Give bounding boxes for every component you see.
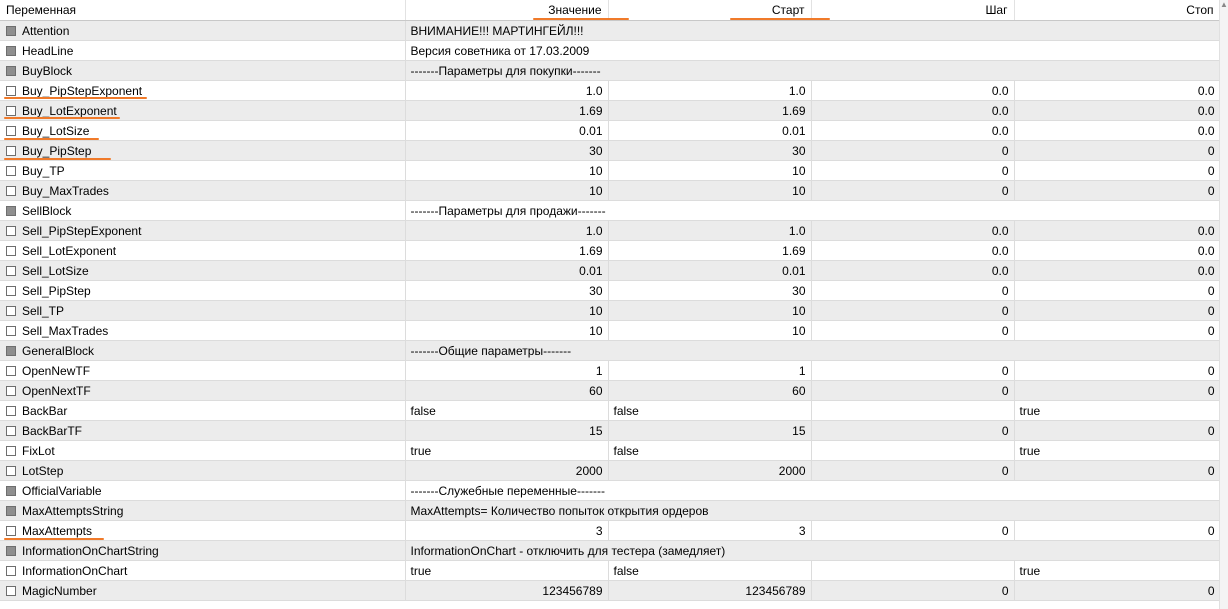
table-row[interactable] (0, 341, 1220, 361)
optimize-checkbox[interactable] (6, 246, 16, 256)
variable-cell[interactable] (0, 301, 405, 321)
step-cell[interactable]: 0 (811, 461, 1014, 481)
value-cell[interactable]: -------Параметры для продажи------- (405, 201, 1220, 221)
stop-cell[interactable]: 0 (1014, 421, 1220, 441)
variable-name: InformationOnChartString (22, 543, 159, 558)
step-cell[interactable]: 0 (811, 581, 1014, 601)
start-cell[interactable]: 10 (608, 301, 811, 321)
step-cell[interactable] (811, 441, 1014, 461)
variable-name: BackBar (22, 403, 68, 418)
variable-cell[interactable] (0, 541, 405, 561)
value-cell[interactable]: 1 (405, 361, 608, 381)
step-cell[interactable]: 0 (811, 361, 1014, 381)
step-cell[interactable]: 0 (811, 421, 1014, 441)
variable-name: MaxAttemptsString (22, 503, 124, 518)
table-row[interactable] (0, 321, 1220, 341)
step-cell[interactable]: 0 (811, 321, 1014, 341)
value-cell[interactable]: 60 (405, 381, 608, 401)
variable-name: Buy_LotExponent (22, 103, 117, 118)
variable-cell[interactable] (0, 201, 405, 221)
optimize-checkbox[interactable] (6, 86, 16, 96)
table-row[interactable] (0, 301, 1220, 321)
value-cell[interactable]: Версия советника от 17.03.2009 (405, 41, 1220, 61)
stop-cell[interactable]: true (1014, 561, 1220, 581)
table-row[interactable] (0, 441, 1220, 461)
variable-name: OpenNextTF (22, 383, 91, 398)
optimize-checkbox[interactable] (6, 566, 16, 576)
table-row[interactable] (0, 461, 1220, 481)
stop-cell[interactable]: 0 (1014, 461, 1220, 481)
variable-name: Sell_TP (22, 303, 65, 318)
start-cell[interactable]: 30 (608, 281, 811, 301)
optimize-checkbox[interactable] (6, 226, 16, 236)
start-cell[interactable]: 1 (608, 361, 811, 381)
step-cell[interactable]: 0.0 (811, 101, 1014, 121)
value-cell[interactable]: 15 (405, 421, 608, 441)
start-cell[interactable]: 1.69 (608, 241, 811, 261)
step-cell[interactable]: 0.0 (811, 241, 1014, 261)
optimize-checkbox (6, 486, 16, 496)
start-cell[interactable]: 2000 (608, 461, 811, 481)
start-cell[interactable]: 60 (608, 381, 811, 401)
optimize-checkbox[interactable] (6, 146, 16, 156)
optimize-checkbox[interactable] (6, 186, 16, 196)
variable-name: Attention (22, 23, 70, 38)
step-cell[interactable]: 0.0 (811, 221, 1014, 241)
variable-name: MagicNumber (22, 583, 97, 598)
start-cell[interactable]: 10 (608, 321, 811, 341)
table-row[interactable] (0, 401, 1220, 421)
variable-cell[interactable] (0, 561, 405, 581)
optimize-checkbox[interactable] (6, 286, 16, 296)
step-cell[interactable]: 0 (811, 381, 1014, 401)
variable-name: FixLot (22, 443, 55, 458)
start-cell[interactable]: 30 (608, 141, 811, 161)
value-cell[interactable]: 0.01 (405, 261, 608, 281)
table-row[interactable] (0, 581, 1220, 601)
step-cell[interactable]: 0 (811, 521, 1014, 541)
table-row[interactable] (0, 21, 1220, 41)
table-row[interactable] (0, 541, 1220, 561)
table-row[interactable] (0, 141, 1220, 161)
step-cell[interactable]: 0 (811, 181, 1014, 201)
value-cell[interactable]: ВНИМАНИЕ!!! МАРТИНГЕЙЛ!!! (405, 21, 1220, 41)
table-row[interactable] (0, 61, 1220, 81)
stop-cell[interactable]: 0 (1014, 361, 1220, 381)
stop-cell[interactable]: 0 (1014, 581, 1220, 601)
variable-name: HeadLine (22, 43, 74, 58)
variable-cell[interactable] (0, 581, 405, 601)
variable-name: InformationOnChart (22, 563, 128, 578)
step-cell[interactable]: 0 (811, 141, 1014, 161)
value-cell[interactable]: 10 (405, 181, 608, 201)
table-row[interactable] (0, 81, 1220, 101)
value-cell[interactable]: 30 (405, 281, 608, 301)
table-row[interactable] (0, 241, 1220, 261)
value-cell[interactable]: 10 (405, 301, 608, 321)
variable-name: SellBlock (22, 203, 72, 218)
variable-name: Buy_TP (22, 163, 65, 178)
table-row[interactable] (0, 361, 1220, 381)
value-cell[interactable]: InformationOnChart - отключить для тестера (замедляет) (405, 541, 1220, 561)
optimize-checkbox[interactable] (6, 526, 16, 536)
value-cell[interactable]: -------Общие параметры------- (405, 341, 1220, 361)
optimize-checkbox[interactable] (6, 366, 16, 376)
value-cell[interactable]: MaxAttempts= Количество попыток открытия ордеров (405, 501, 1220, 521)
start-cell[interactable]: 123456789 (608, 581, 811, 601)
table-row[interactable] (0, 481, 1220, 501)
variable-cell[interactable] (0, 341, 405, 361)
stop-cell[interactable]: 0.0 (1014, 261, 1220, 281)
optimize-checkbox[interactable] (6, 126, 16, 136)
column-header-value[interactable]: Значение (405, 0, 608, 21)
stop-cell[interactable]: true (1014, 401, 1220, 421)
optimize-checkbox[interactable] (6, 166, 16, 176)
variable-cell[interactable] (0, 461, 405, 481)
variable-name: BuyBlock (22, 63, 73, 78)
start-cell[interactable]: 10 (608, 161, 811, 181)
table-row[interactable] (0, 521, 1220, 541)
highlight-underline-value-header (533, 18, 629, 20)
stop-cell[interactable]: 0.0 (1014, 241, 1220, 261)
stop-cell[interactable]: 0 (1014, 321, 1220, 341)
optimize-checkbox[interactable] (6, 386, 16, 396)
value-cell[interactable]: 1.0 (405, 221, 608, 241)
optimize-checkbox (6, 346, 16, 356)
highlight-underline-buy-pipstep (4, 158, 111, 160)
highlight-underline-maxattempts (4, 538, 104, 540)
optimize-checkbox (6, 66, 16, 76)
table-row[interactable] (0, 201, 1220, 221)
variable-cell[interactable] (0, 421, 405, 441)
variable-cell[interactable] (0, 61, 405, 81)
optimize-checkbox (6, 46, 16, 56)
column-header-start[interactable]: Старт (608, 0, 811, 21)
optimize-checkbox[interactable] (6, 306, 16, 316)
start-cell[interactable]: 10 (608, 181, 811, 201)
stop-cell[interactable]: 0.0 (1014, 221, 1220, 241)
variable-cell[interactable] (0, 381, 405, 401)
step-cell[interactable]: 0 (811, 301, 1014, 321)
variable-cell[interactable] (0, 181, 405, 201)
value-cell[interactable]: true (405, 561, 608, 581)
value-cell[interactable]: -------Параметры для покупки------- (405, 61, 1220, 81)
variable-cell[interactable] (0, 21, 405, 41)
table-row[interactable] (0, 561, 1220, 581)
stop-cell[interactable]: 0 (1014, 281, 1220, 301)
stop-cell[interactable]: 0 (1014, 141, 1220, 161)
variable-name: Buy_LotSize (22, 123, 90, 138)
variable-name: GeneralBlock (22, 343, 95, 358)
stop-cell[interactable]: 0 (1014, 161, 1220, 181)
start-cell[interactable]: 1.69 (608, 101, 811, 121)
start-cell[interactable]: 1.0 (608, 221, 811, 241)
stop-cell[interactable]: 0.0 (1014, 81, 1220, 101)
stop-cell[interactable]: true (1014, 441, 1220, 461)
variable-cell[interactable] (0, 281, 405, 301)
variable-name: Buy_PipStepExponent (22, 83, 143, 98)
step-cell[interactable] (811, 401, 1014, 421)
variable-cell[interactable] (0, 321, 405, 341)
table-row[interactable] (0, 41, 1220, 61)
table-row[interactable] (0, 221, 1220, 241)
stop-cell[interactable]: 0 (1014, 181, 1220, 201)
optimize-checkbox[interactable] (6, 466, 16, 476)
table-row[interactable] (0, 281, 1220, 301)
optimize-checkbox[interactable] (6, 426, 16, 436)
value-cell[interactable]: 1.69 (405, 101, 608, 121)
variable-cell[interactable] (0, 41, 405, 61)
highlight-underline-start-header (730, 18, 830, 20)
table-row[interactable] (0, 181, 1220, 201)
table-row[interactable] (0, 101, 1220, 121)
value-cell[interactable]: false (405, 401, 608, 421)
value-cell[interactable]: 10 (405, 161, 608, 181)
start-cell[interactable]: false (608, 401, 811, 421)
optimize-checkbox[interactable] (6, 446, 16, 456)
start-cell[interactable]: false (608, 441, 811, 461)
variable-name: Sell_MaxTrades (22, 323, 109, 338)
variable-name: Sell_PipStepExponent (22, 223, 142, 238)
step-cell[interactable] (811, 561, 1014, 581)
variable-name: Sell_LotExponent (22, 243, 117, 258)
variable-cell[interactable] (0, 221, 405, 241)
value-cell[interactable]: 10 (405, 321, 608, 341)
scroll-up-arrow-icon[interactable]: ▲ (1220, 0, 1228, 9)
start-cell[interactable]: 0.01 (608, 261, 811, 281)
start-cell[interactable]: false (608, 561, 811, 581)
optimize-checkbox[interactable] (6, 586, 16, 596)
stop-cell[interactable]: 0.0 (1014, 121, 1220, 141)
column-header-step[interactable]: Шаг (811, 0, 1014, 21)
column-header-stop[interactable]: Стоп (1014, 0, 1220, 21)
highlight-underline-buy-pipstepexponent (4, 97, 147, 99)
value-cell[interactable]: 123456789 (405, 581, 608, 601)
table-row[interactable] (0, 261, 1220, 281)
stop-cell[interactable]: 0 (1014, 301, 1220, 321)
table-row[interactable] (0, 121, 1220, 141)
variable-cell[interactable] (0, 361, 405, 381)
optimize-checkbox[interactable] (6, 326, 16, 336)
table-row[interactable] (0, 501, 1220, 521)
variable-name: OfficialVariable (22, 483, 102, 498)
variable-name: Buy_MaxTrades (22, 183, 109, 198)
step-cell[interactable]: 0 (811, 281, 1014, 301)
variable-name: MaxAttempts (22, 523, 93, 538)
variable-cell[interactable] (0, 501, 405, 521)
step-cell[interactable]: 0.0 (811, 261, 1014, 281)
variable-cell[interactable] (0, 401, 405, 421)
optimize-checkbox[interactable] (6, 266, 16, 276)
step-cell[interactable]: 0.0 (811, 81, 1014, 101)
value-cell[interactable]: 3 (405, 521, 608, 541)
value-cell[interactable]: 0.01 (405, 121, 608, 141)
start-cell[interactable]: 15 (608, 421, 811, 441)
step-cell[interactable]: 0 (811, 161, 1014, 181)
value-cell[interactable]: 1.0 (405, 81, 608, 101)
variable-cell[interactable] (0, 481, 405, 501)
variable-cell[interactable] (0, 441, 405, 461)
highlight-underline-buy-lotexponent (4, 117, 120, 119)
variable-cell[interactable] (0, 261, 405, 281)
start-cell[interactable]: 1.0 (608, 81, 811, 101)
vertical-scrollbar[interactable] (1219, 0, 1228, 609)
variable-name: Sell_LotSize (22, 263, 89, 278)
optimize-checkbox[interactable] (6, 406, 16, 416)
variable-name: BackBarTF (22, 423, 83, 438)
value-cell[interactable]: 30 (405, 141, 608, 161)
variable-name: Buy_PipStep (22, 143, 92, 158)
value-cell[interactable]: true (405, 441, 608, 461)
variable-name: OpenNewTF (22, 363, 91, 378)
stop-cell[interactable]: 0.0 (1014, 101, 1220, 121)
variable-name: LotStep (22, 463, 64, 478)
start-cell[interactable]: 0.01 (608, 121, 811, 141)
start-cell[interactable]: 3 (608, 521, 811, 541)
value-cell[interactable]: 1.69 (405, 241, 608, 261)
optimize-checkbox (6, 26, 16, 36)
highlight-underline-buy-lotsize (4, 138, 99, 140)
optimize-checkbox (6, 206, 16, 216)
table-row[interactable] (0, 381, 1220, 401)
table-row[interactable] (0, 161, 1220, 181)
value-cell[interactable]: 2000 (405, 461, 608, 481)
stop-cell[interactable]: 0 (1014, 521, 1220, 541)
column-header-variable[interactable]: Переменная (0, 0, 405, 21)
value-cell[interactable]: -------Служебные перемeнные------- (405, 481, 1220, 501)
optimize-checkbox (6, 506, 16, 516)
table-row[interactable] (0, 421, 1220, 441)
optimize-checkbox[interactable] (6, 106, 16, 116)
step-cell[interactable]: 0.0 (811, 121, 1014, 141)
variable-cell[interactable] (0, 161, 405, 181)
optimize-checkbox (6, 546, 16, 556)
variable-name: Sell_PipStep (22, 283, 91, 298)
stop-cell[interactable]: 0 (1014, 381, 1220, 401)
variable-cell[interactable] (0, 241, 405, 261)
